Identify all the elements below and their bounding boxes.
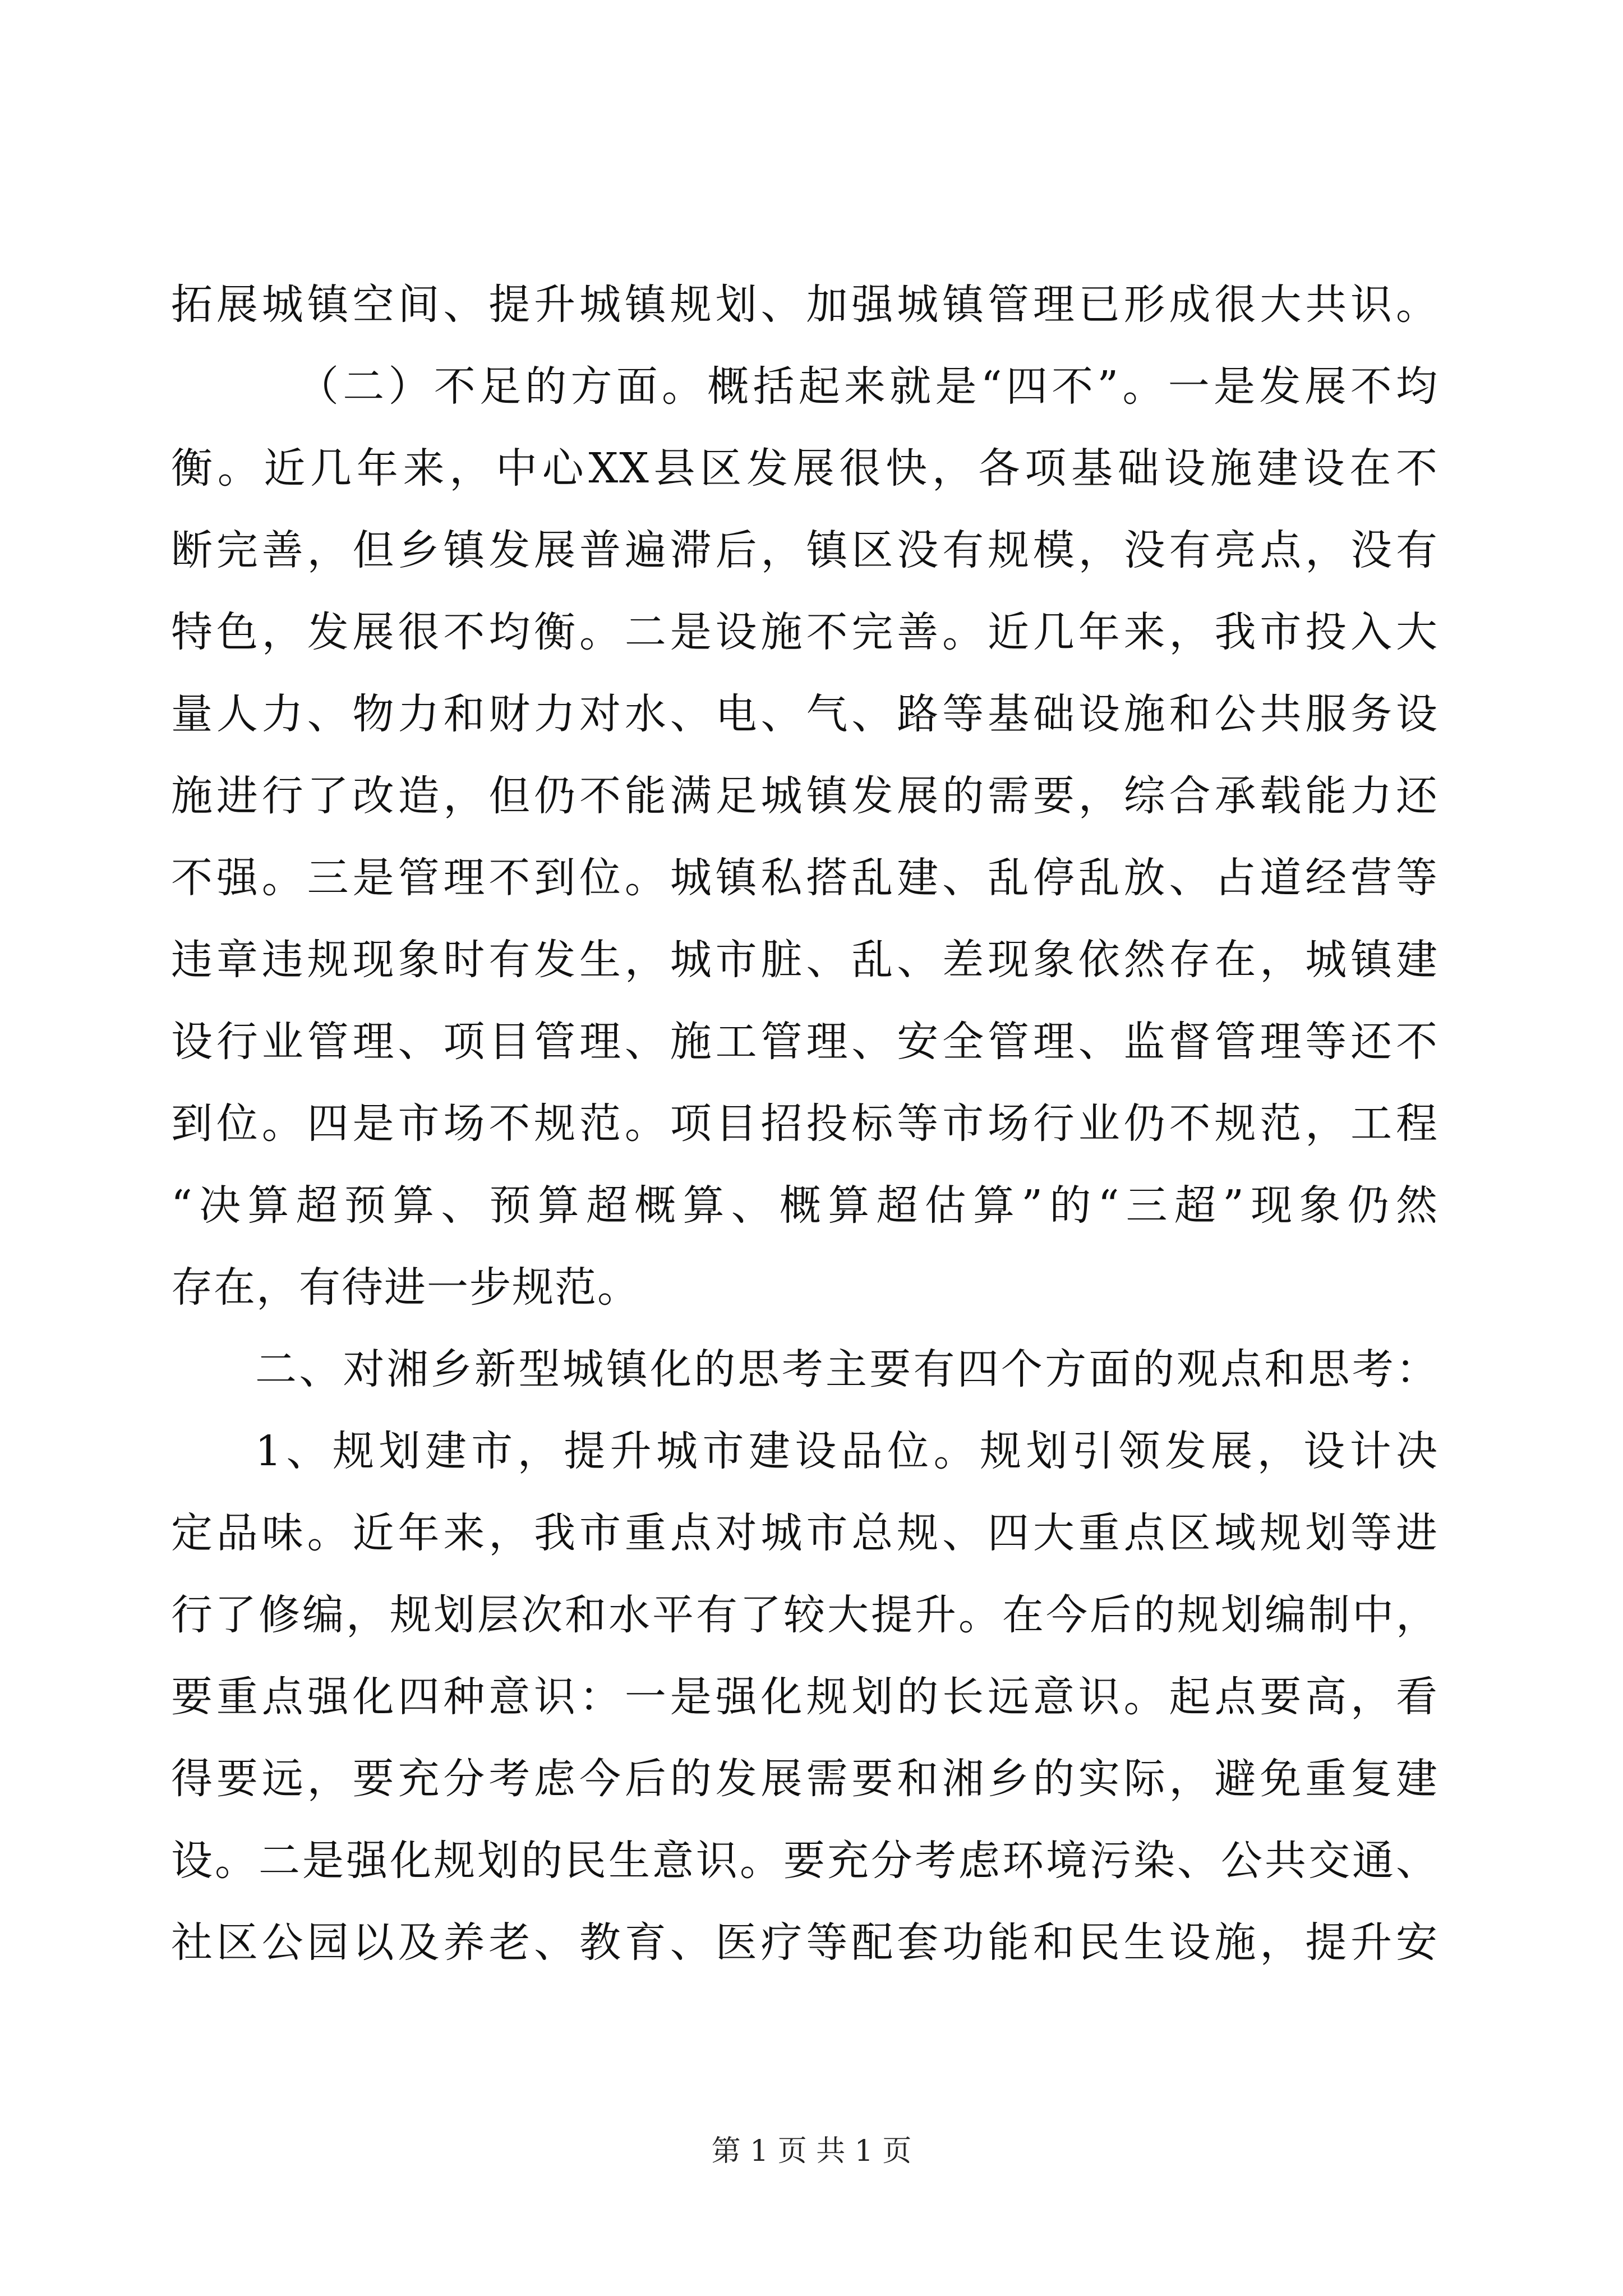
text-line: 断完善，但乡镇发展普遍滞后，镇区没有规模，没有亮点，没有 [171,526,1438,574]
text-line: 衡。近几年来，中心XX县区发展很快，各项基础设施建设在不 [171,444,1438,493]
text-line: 施进行了改造，但仍不能满足城镇发展的需要，综合承载能力还 [171,772,1438,820]
text-line: 定品味。近年来，我市重点对城市总规、四大重点区域规划等进 [171,1509,1438,1557]
text-line: 社区公园以及养老、教育、医疗等配套功能和民生设施，提升安 [171,1918,1438,1967]
text-line: 1、规划建市，提升城市建设品位。规划引领发展，设计决 [255,1427,1438,1475]
text-line: 设行业管理、项目管理、施工管理、安全管理、监督管理等还不 [171,1018,1438,1066]
text-line: 违章违规现象时有发生，城市脏、乱、差现象依然存在，城镇建 [171,936,1438,984]
text-line: 得要远，要充分考虑今后的发展需要和湘乡的实际，避免重复建 [171,1755,1438,1803]
text-line: 要重点强化四种意识：一是强化规划的长远意识。起点要高，看 [171,1673,1438,1721]
text-line: 量人力、物力和财力对水、电、气、路等基础设施和公共服务设 [171,690,1438,738]
document-body [171,264,1438,1984]
text-line: 特色，发展很不均衡。二是设施不完善。近几年来，我市投入大 [171,608,1438,656]
text-line: 行了修编，规划层次和水平有了较大提升。在今后的规划编制中， [171,1591,1438,1639]
text-line: 二、对湘乡新型城镇化的思考主要有四个方面的观点和思考： [255,1345,1438,1393]
text-line: 到位。四是市场不规范。项目招投标等市场行业仍不规范，工程 [171,1099,1438,1148]
text-line: 设。二是强化规划的民生意识。要充分考虑环境污染、公共交通、 [171,1837,1438,1885]
text-line: 存在，有待进一步规范。 [171,1263,640,1312]
text-line: 不强。三是管理不到位。城镇私搭乱建、乱停乱放、占道经营等 [171,854,1438,902]
text-line: （二）不足的方面。概括起来就是“四不”。一是发展不均 [297,362,1438,411]
text-line: “决算超预算、预算超概算、概算超估算”的“三超”现象仍然 [171,1181,1438,1230]
text-line: 拓展城镇空间、提升城镇规划、加强城镇管理已形成很大共识。 [171,280,1438,329]
page-number-footer: 第 1 页 共 1 页 [711,2134,912,2168]
